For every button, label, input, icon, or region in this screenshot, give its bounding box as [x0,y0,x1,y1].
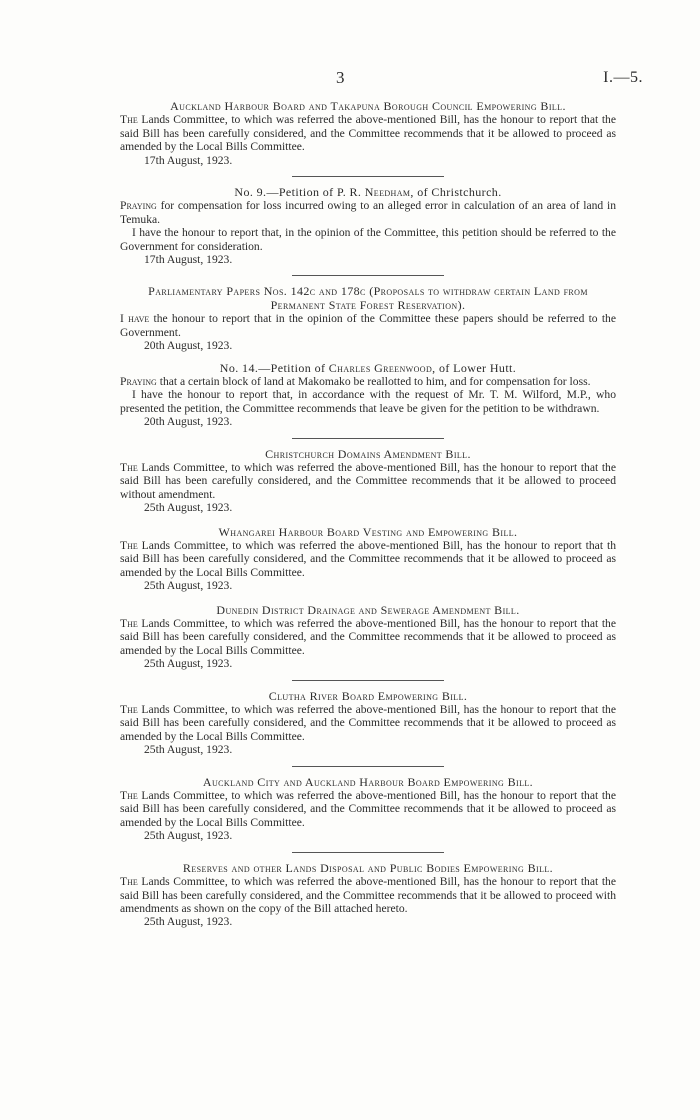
report-section [120,776,616,843]
page-header [0,68,700,91]
section-title: No. 14.—Petition of Charles Greenwood, of Lower Hutt. [219,360,517,375]
section-title: Christchurch Domains Amendment Bill. [265,446,471,461]
section-body: I have the honour to report that in the opinion of the Committee these papers should be referred to the Government. [120,312,616,339]
section-body: The Lands Committee, to which was referred the above-mentioned Bill, has the honour to report that the said Bill has been carefully considered, and the Committee recommends that it be allowed to proceed with amendments as shown on the copy of the Bill attached hereto. [120,875,616,915]
section-body: The Lands Committee, to which was referred the above-mentioned Bill, has the honour to report that the said Bill has been carefully considered, and the Committee recommends that it be allowed to proceed as amended by the Local Bills Committee. [120,703,616,743]
section-body: The Lands Committee, to which was referred the above-mentioned Bill, has the honour to report that the said Bill has been carefully considered, and the Committee recommends that it be allowed to proceed as amended by the Local Bills Committee. [120,617,616,657]
section-body: Praying for compensation for loss incurred owing to an alleged error in calculation of an area of land in Temuka. [120,199,616,226]
section-divider [292,438,444,439]
report-section [120,604,616,671]
section-title: No. 9.—Petition of P. R. Needham, of Christchurch. [234,185,502,200]
report-section [120,186,616,266]
section-date: 25th August, 1923. [144,657,233,671]
section-divider [292,852,444,853]
section-body: The Lands Committee, to which was referred the above-mentioned Bill, has the honour to report that the said Bill has been carefully considered, and the Committee recommends that it be allowed to proceed as amended by the Local Bills Committee. [120,113,616,154]
document-body [120,100,616,929]
section-body: The Lands Committee, to which was referred the above-mentioned Bill, has the honour to report that the said Bill has been carefully considered, and the Committee recommends that it be allowed to proceed as amended by the Local Bills Committee. [120,789,616,829]
section-body: The Lands Committee, to which was referred the above-mentioned Bill, has the honour to report that th said Bill has been carefully considered, and the Committee recommends that it be allowed to proceed as amended by the Local Bills Committee. [120,538,616,579]
section-divider [292,766,444,767]
section-date: 25th August, 1923. [144,829,233,843]
section-date: 25th August, 1923. [144,743,233,757]
section-title: Dunedin District Drainage and Sewerage Amendment Bill. [216,602,520,617]
section-title: Clutha River Board Empowering Bill. [268,688,468,703]
section-date: 20th August, 1923. [144,415,233,429]
report-section [120,690,616,757]
section-divider [292,275,444,276]
section-date: 20th August, 1923. [144,339,233,353]
section-date: 17th August, 1923. [144,253,233,267]
section-title: Parliamentary Papers Nos. 142c and 178c (Proposals to withdraw certain Land from Permanent State Forest Reservation). [148,284,588,312]
section-body: Praying that a certain block of land at Makomako be reallotted to him, and for compensation for loss. [120,374,591,388]
section-title: Reserves and other Lands Disposal and Public Bodies Empowering Bill. [182,860,554,875]
report-section [120,285,616,352]
section-body-report: I have the honour to report that, in the opinion of the Committee, this petition should be referred to the Government for consideration. [120,226,616,253]
section-title: Auckland City and Auckland Harbour Board Empowering Bill. [202,774,534,789]
section-divider [292,680,444,681]
report-section [120,100,616,167]
section-title: Whangarei Harbour Board Vesting and Empowering Bill. [218,524,518,539]
section-divider [292,176,444,177]
section-body: The Lands Committee, to which was referred the above-mentioned Bill, has the honour to report that the said Bill has been carefully considered, and the Committee recommends that it be allowed to proceed without amendment. [120,460,616,501]
page-number: 3 [336,68,345,87]
section-date: 25th August, 1923. [144,915,233,929]
section-title: Auckland Harbour Board and Takapuna Borough Council Empowering Bill. [170,99,566,113]
section-date: 17th August, 1923. [144,153,233,167]
section-date: 25th August, 1923. [144,501,233,515]
report-section [120,526,616,593]
section-date: 25th August, 1923. [144,579,233,593]
report-section [120,362,616,429]
section-body-report: I have the honour to report that, in accordance with the request of Mr. T. M. Wilford, M.P., who presented the petition, the Committee recommends that leave be given for the petition to be withdrawn. [120,388,616,415]
report-section [120,862,616,929]
report-section [120,448,616,515]
document-reference: I.—5. [603,69,643,86]
